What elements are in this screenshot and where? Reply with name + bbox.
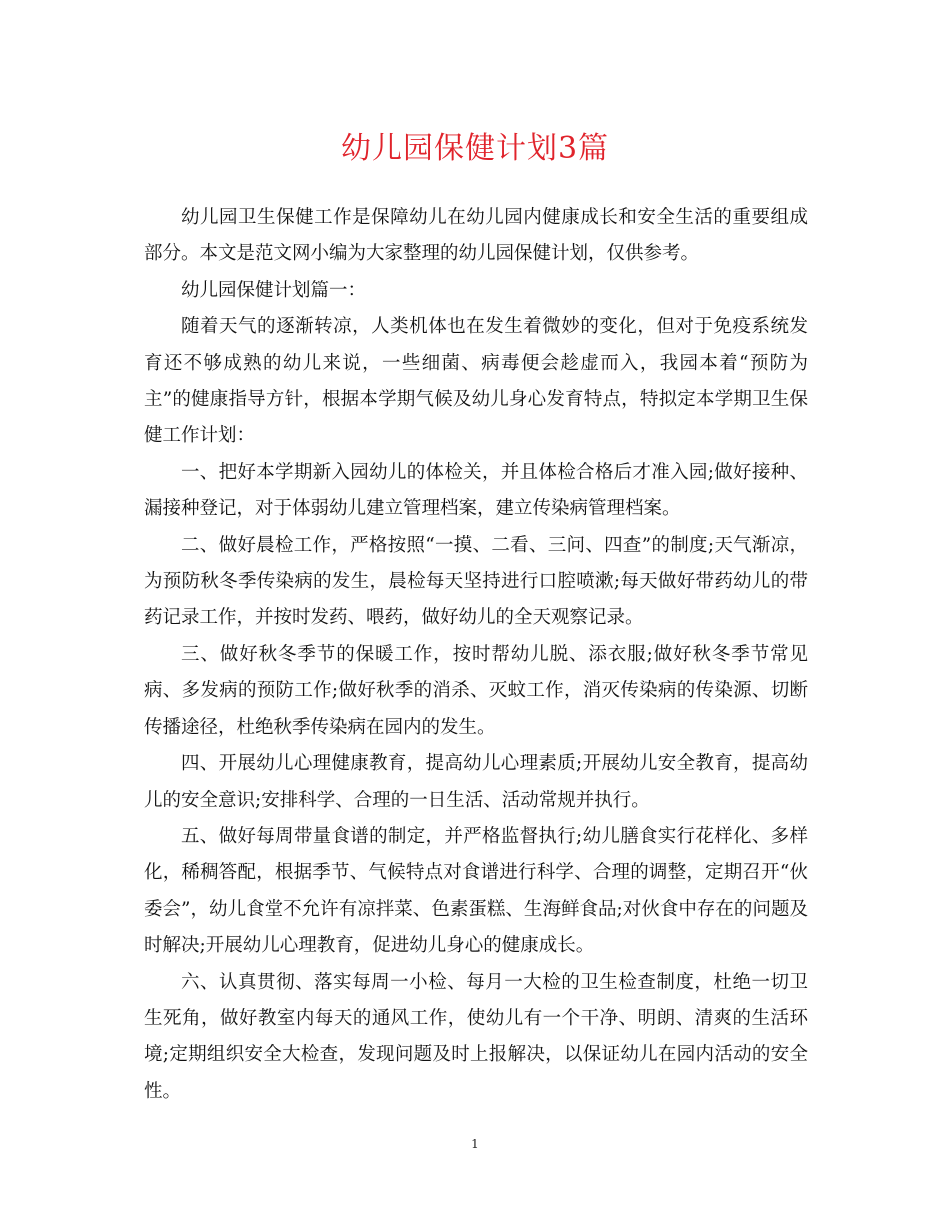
document-body <box>144 200 808 1110</box>
list-item-2: 二、做好晨检工作，严格按照“一摸、二看、三问、四查”的制度;天气渐凉，为预防秋冬季传染病的发生，晨检每天坚持进行口腔喷漱;每天做好带药幼儿的带药记录工作，并按时发药、喂药，做好幼儿的全天观察记录。 <box>144 534 808 629</box>
list-item-3: 三、做好秋冬季节的保暖工作，按时帮幼儿脱、添衣服;做好秋冬季节常见病、多发病的预防工作;做好秋季的消杀、灭蚊工作，消灭传染病的传染源、切断传播途径，杜绝秋季传染病在园内的发生。 <box>144 643 808 738</box>
list-item-4: 四、开展幼儿心理健康教育，提高幼儿心理素质;开展幼儿安全教育，提高幼儿的安全意识;安排科学、合理的一日生活、活动常规并执行。 <box>144 753 808 811</box>
list-item-5: 五、做好每周带量食谱的制定，并严格监督执行;幼儿膳食实行花样化、多样化，稀稠答配，根据季节、气候特点对食谱进行科学、合理的调整，定期召开“伙委会”，幼儿食堂不允许有凉拌菜、色素蛋糕、生海鲜食品;对伙食中存在的问题及时解决;开展幼儿心理教育，促进幼儿身心的健康成长。 <box>144 825 808 957</box>
list-item-1: 一、把好本学期新入园幼儿的体检关，并且体检合格后才准入园;做好接种、漏接种登记，对于体弱幼儿建立管理档案，建立传染病管理档案。 <box>144 461 808 520</box>
page-title: 幼儿园保健计划3篇 <box>340 131 610 166</box>
page-number: 1 <box>471 1137 479 1151</box>
section-heading: 幼儿园保健计划篇一： <box>181 279 367 301</box>
intro-paragraph: 幼儿园卫生保健工作是保障幼儿在幼儿园内健康成长和安全生活的重要组成部分。本文是范文网小编为大家整理的幼儿园保健计划，仅供参考。 <box>144 207 808 265</box>
list-item-6: 六、认真贯彻、落实每周一小检、每月一大检的卫生检查制度，杜绝一切卫生死角，做好教室内每天的通风工作，使幼儿有一个干净、明朗、清爽的生活环境;定期组织安全大检查，发现问题及时上报解决，以保证幼儿在园内活动的安全性。 <box>144 971 808 1102</box>
body-paragraph: 随着天气的逐渐转凉，人类机体也在发生着微妙的变化，但对于免疫系统发育还不够成熟的幼儿来说，一些细菌、病毒便会趁虚而入，我园本着“预防为主”的健康指导方针，根据本学期气候及幼儿身心发育特点，特拟定本学期卫生保健工作计划： <box>144 316 808 447</box>
